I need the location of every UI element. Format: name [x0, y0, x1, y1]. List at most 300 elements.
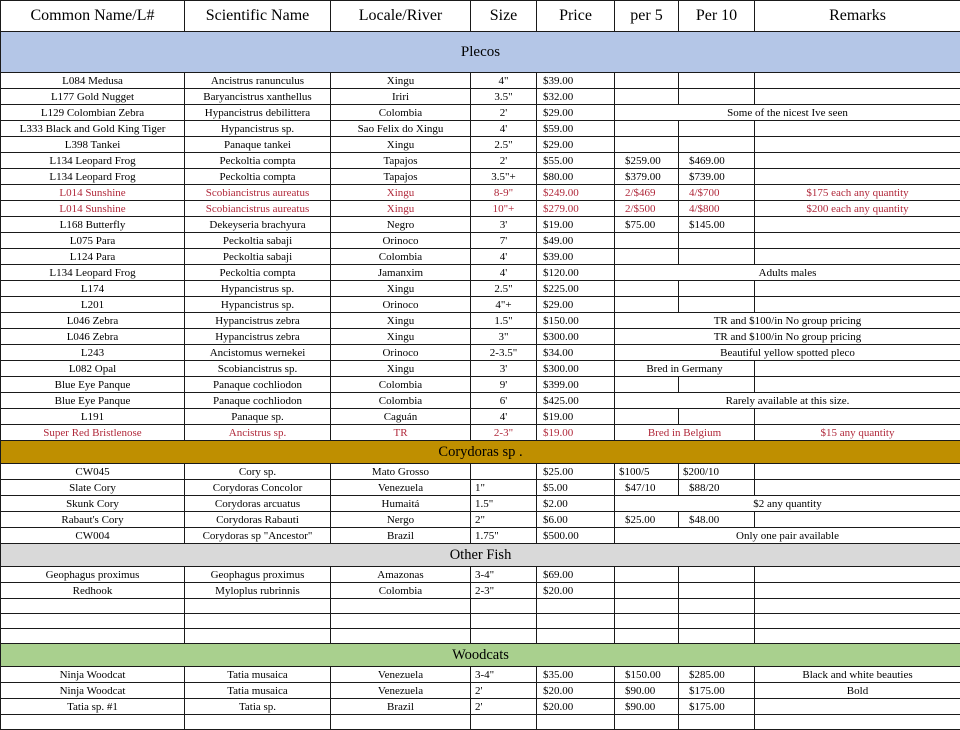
scientific-name-cell: Cory sp.: [185, 464, 331, 480]
table-row: [1, 121, 960, 137]
price-cell: $25.00: [537, 464, 615, 480]
locale-cell: Orinoco: [331, 233, 471, 249]
size-cell: 2': [471, 683, 537, 699]
per5-cell: [615, 281, 679, 297]
scientific-name-cell: Corydoras Concolor: [185, 480, 331, 496]
scientific-name-cell: Ancistrus ranunculus: [185, 73, 331, 89]
remarks-cell: Adults males: [615, 265, 960, 281]
common-name-cell: L177 Gold Nugget: [1, 89, 185, 105]
table-row: [1, 464, 960, 480]
empty-cell: [185, 715, 331, 730]
locale-cell: Caguán: [331, 409, 471, 425]
price-cell: $225.00: [537, 281, 615, 297]
remarks-cell: [755, 153, 960, 169]
common-name-cell: L129 Colombian Zebra: [1, 105, 185, 121]
locale-cell: Amazonas: [331, 567, 471, 583]
common-name-cell: Super Red Bristlenose: [1, 425, 185, 441]
common-name-cell: L174: [1, 281, 185, 297]
scientific-name-cell: Tatia musaica: [185, 667, 331, 683]
remarks-cell: [755, 233, 960, 249]
locale-cell: Humaitá: [331, 496, 471, 512]
per5-cell: [615, 73, 679, 89]
size-cell: 9': [471, 377, 537, 393]
common-name-cell: L082 Opal: [1, 361, 185, 377]
table-row: [1, 169, 960, 185]
size-cell: 2': [471, 105, 537, 121]
common-name-cell: Blue Eye Panque: [1, 393, 185, 409]
size-cell: 3.5"+: [471, 169, 537, 185]
table-row: [1, 425, 960, 441]
empty-cell: [615, 614, 679, 629]
locale-cell: Xingu: [331, 185, 471, 201]
scientific-name-cell: Panaque cochliodon: [185, 377, 331, 393]
remarks-cell: [755, 169, 960, 185]
size-cell: 2.5": [471, 137, 537, 153]
common-name-cell: L398 Tankei: [1, 137, 185, 153]
scientific-name-cell: Panaque cochliodon: [185, 393, 331, 409]
common-name-cell: L014 Sunshine: [1, 201, 185, 217]
table-row: [1, 233, 960, 249]
empty-cell: [537, 599, 615, 614]
size-cell: 2": [471, 512, 537, 528]
header-row: [1, 1, 960, 32]
common-name-cell: L046 Zebra: [1, 329, 185, 345]
section-header-plecos: [1, 32, 960, 73]
size-cell: 6': [471, 393, 537, 409]
per5-cell: $100/5: [615, 464, 679, 480]
header-size: Size: [471, 1, 537, 32]
per5-cell: [615, 567, 679, 583]
common-name-cell: L014 Sunshine: [1, 185, 185, 201]
per5-cell: $259.00: [615, 153, 679, 169]
price-cell: $500.00: [537, 528, 615, 544]
table-row: [1, 105, 960, 121]
header-scientific-name: Scientific Name: [185, 1, 331, 32]
scientific-name-cell: Hypancistrus zebra: [185, 313, 331, 329]
empty-cell: [1, 614, 185, 629]
per10-cell: [679, 233, 755, 249]
price-cell: $2.00: [537, 496, 615, 512]
size-cell: 2': [471, 153, 537, 169]
size-cell: 3": [471, 329, 537, 345]
empty-cell: [755, 614, 960, 629]
empty-cell: [185, 599, 331, 614]
remarks-cell: [755, 121, 960, 137]
common-name-cell: L124 Para: [1, 249, 185, 265]
empty-cell: [679, 599, 755, 614]
locale-cell: Xingu: [331, 329, 471, 345]
size-cell: 4': [471, 409, 537, 425]
per5-cell: [615, 297, 679, 313]
empty-cell: [679, 614, 755, 629]
size-cell: 7': [471, 233, 537, 249]
common-name-cell: L134 Leopard Frog: [1, 153, 185, 169]
table-row: [1, 699, 960, 715]
size-cell: 2.5": [471, 281, 537, 297]
price-cell: $59.00: [537, 121, 615, 137]
empty-cell: [755, 629, 960, 644]
price-cell: $29.00: [537, 105, 615, 121]
table-row: [1, 614, 960, 629]
remarks-cell: [755, 377, 960, 393]
per5-cell: [615, 377, 679, 393]
empty-cell: [615, 599, 679, 614]
locale-cell: Orinoco: [331, 345, 471, 361]
section-title: Woodcats: [1, 644, 960, 667]
section-header-other: [1, 544, 960, 567]
remarks-cell: Beautiful yellow spotted pleco: [615, 345, 960, 361]
price-cell: $300.00: [537, 329, 615, 345]
remarks-cell: Rarely available at this size.: [615, 393, 960, 409]
empty-cell: [331, 599, 471, 614]
scientific-name-cell: Peckoltia sabaji: [185, 249, 331, 265]
scientific-name-cell: Peckoltia compta: [185, 153, 331, 169]
per5-cell: 2/$500: [615, 201, 679, 217]
remarks-cell: Black and white beauties: [755, 667, 960, 683]
size-cell: 4': [471, 121, 537, 137]
locale-cell: Colombia: [331, 105, 471, 121]
common-name-cell: Geophagus proximus: [1, 567, 185, 583]
price-cell: $20.00: [537, 683, 615, 699]
per10-cell: $175.00: [679, 699, 755, 715]
price-cell: $55.00: [537, 153, 615, 169]
common-name-cell: L084 Medusa: [1, 73, 185, 89]
empty-cell: [679, 629, 755, 644]
remarks-cell: TR and $100/in No group pricing: [615, 329, 960, 345]
size-cell: 1.75": [471, 528, 537, 544]
size-cell: 2': [471, 699, 537, 715]
per10-cell: [679, 281, 755, 297]
empty-cell: [1, 599, 185, 614]
scientific-name-cell: Hypancistrus debilittera: [185, 105, 331, 121]
price-cell: $34.00: [537, 345, 615, 361]
table-row: [1, 377, 960, 393]
per10-cell: [679, 409, 755, 425]
empty-cell: [471, 629, 537, 644]
size-cell: [471, 464, 537, 480]
locale-cell: Brazil: [331, 528, 471, 544]
per10-cell: 4/$700: [679, 185, 755, 201]
common-name-cell: Ninja Woodcat: [1, 667, 185, 683]
table-row: [1, 599, 960, 614]
header-price: Price: [537, 1, 615, 32]
locale-cell: Brazil: [331, 699, 471, 715]
per5-cell: $75.00: [615, 217, 679, 233]
empty-cell: [615, 715, 679, 730]
table-row: [1, 567, 960, 583]
locale-cell: Colombia: [331, 377, 471, 393]
common-name-cell: L134 Leopard Frog: [1, 265, 185, 281]
size-cell: 2-3.5": [471, 345, 537, 361]
locale-cell: Venezuela: [331, 480, 471, 496]
scientific-name-cell: Corydoras sp "Ancestor": [185, 528, 331, 544]
table-row: [1, 313, 960, 329]
per10-cell: $145.00: [679, 217, 755, 233]
empty-cell: [537, 715, 615, 730]
size-cell: 3-4": [471, 667, 537, 683]
header-remarks: Remarks: [755, 1, 960, 32]
locale-cell: Tapajos: [331, 169, 471, 185]
scientific-name-cell: Hypancistrus sp.: [185, 297, 331, 313]
locale-cell: Xingu: [331, 201, 471, 217]
table-row: [1, 409, 960, 425]
price-cell: $20.00: [537, 583, 615, 599]
remarks-cell: Only one pair available: [615, 528, 960, 544]
scientific-name-cell: Baryancistrus xanthellus: [185, 89, 331, 105]
per5-cell: Bred in Belgium: [615, 425, 755, 441]
table-body: [1, 32, 960, 730]
table-row: [1, 583, 960, 599]
size-cell: 1.5": [471, 313, 537, 329]
header-per5: per 5: [615, 1, 679, 32]
remarks-cell: [755, 297, 960, 313]
locale-cell: Venezuela: [331, 667, 471, 683]
scientific-name-cell: Myloplus rubrinnis: [185, 583, 331, 599]
size-cell: 1": [471, 480, 537, 496]
common-name-cell: Tatia sp. #1: [1, 699, 185, 715]
price-cell: $6.00: [537, 512, 615, 528]
per5-cell: $90.00: [615, 699, 679, 715]
per5-cell: [615, 137, 679, 153]
per5-cell: $90.00: [615, 683, 679, 699]
price-cell: $425.00: [537, 393, 615, 409]
scientific-name-cell: Tatia musaica: [185, 683, 331, 699]
per10-cell: $739.00: [679, 169, 755, 185]
locale-cell: Colombia: [331, 583, 471, 599]
price-cell: $249.00: [537, 185, 615, 201]
common-name-cell: L046 Zebra: [1, 313, 185, 329]
per10-cell: [679, 73, 755, 89]
scientific-name-cell: Scobiancistrus aureatus: [185, 201, 331, 217]
empty-cell: [679, 715, 755, 730]
common-name-cell: L075 Para: [1, 233, 185, 249]
table-row: [1, 281, 960, 297]
table-row: [1, 217, 960, 233]
per5-cell: $25.00: [615, 512, 679, 528]
size-cell: 1.5": [471, 496, 537, 512]
locale-cell: Xingu: [331, 73, 471, 89]
table-row: [1, 201, 960, 217]
scientific-name-cell: Ancistomus wernekei: [185, 345, 331, 361]
remarks-cell: Bold: [755, 683, 960, 699]
empty-cell: [471, 614, 537, 629]
remarks-cell: $15 any quantity: [755, 425, 960, 441]
empty-cell: [185, 614, 331, 629]
remarks-cell: [755, 73, 960, 89]
size-cell: 3-4": [471, 567, 537, 583]
scientific-name-cell: Scobiancistrus sp.: [185, 361, 331, 377]
scientific-name-cell: Hypancistrus zebra: [185, 329, 331, 345]
scientific-name-cell: Peckoltia sabaji: [185, 233, 331, 249]
scientific-name-cell: Panaque tankei: [185, 137, 331, 153]
per10-cell: $285.00: [679, 667, 755, 683]
locale-cell: Orinoco: [331, 297, 471, 313]
locale-cell: Sao Felix do Xingu: [331, 121, 471, 137]
table-row: [1, 393, 960, 409]
size-cell: 2-3": [471, 425, 537, 441]
common-name-cell: Rabaut's Cory: [1, 512, 185, 528]
table-row: [1, 345, 960, 361]
common-name-cell: L333 Black and Gold King Tiger: [1, 121, 185, 137]
scientific-name-cell: Tatia sp.: [185, 699, 331, 715]
price-cell: $39.00: [537, 73, 615, 89]
table-row: [1, 629, 960, 644]
common-name-cell: L201: [1, 297, 185, 313]
header-locale: Locale/River: [331, 1, 471, 32]
scientific-name-cell: Panaque sp.: [185, 409, 331, 425]
empty-cell: [537, 629, 615, 644]
common-name-cell: Slate Cory: [1, 480, 185, 496]
size-cell: 2-3": [471, 583, 537, 599]
section-title: Corydoras sp .: [1, 441, 960, 464]
empty-cell: [331, 614, 471, 629]
scientific-name-cell: Corydoras Rabauti: [185, 512, 331, 528]
scientific-name-cell: Geophagus proximus: [185, 567, 331, 583]
common-name-cell: L243: [1, 345, 185, 361]
table-row: [1, 137, 960, 153]
price-cell: $29.00: [537, 137, 615, 153]
remarks-cell: [755, 361, 960, 377]
table-row: [1, 185, 960, 201]
per10-cell: [679, 249, 755, 265]
empty-cell: [755, 599, 960, 614]
common-name-cell: Redhook: [1, 583, 185, 599]
remarks-cell: $175 each any quantity: [755, 185, 960, 201]
section-title: Plecos: [1, 32, 960, 73]
remarks-cell: [755, 567, 960, 583]
size-cell: 4': [471, 265, 537, 281]
remarks-cell: [755, 480, 960, 496]
locale-cell: Negro: [331, 217, 471, 233]
per10-cell: [679, 583, 755, 599]
locale-cell: Venezuela: [331, 683, 471, 699]
table-row: [1, 153, 960, 169]
remarks-cell: $200 each any quantity: [755, 201, 960, 217]
table-row: [1, 89, 960, 105]
locale-cell: Xingu: [331, 361, 471, 377]
locale-cell: TR: [331, 425, 471, 441]
locale-cell: Jamanxim: [331, 265, 471, 281]
size-cell: 3': [471, 361, 537, 377]
size-cell: 3.5": [471, 89, 537, 105]
empty-cell: [1, 715, 185, 730]
locale-cell: Tapajos: [331, 153, 471, 169]
table-row: [1, 329, 960, 345]
common-name-cell: Skunk Cory: [1, 496, 185, 512]
table-row: [1, 715, 960, 730]
header-common-name: Common Name/L#: [1, 1, 185, 32]
per10-cell: [679, 567, 755, 583]
table-row: [1, 249, 960, 265]
price-cell: $19.00: [537, 425, 615, 441]
common-name-cell: L191: [1, 409, 185, 425]
table-row: [1, 528, 960, 544]
common-name-cell: CW004: [1, 528, 185, 544]
remarks-cell: Some of the nicest Ive seen: [615, 105, 960, 121]
common-name-cell: Blue Eye Panque: [1, 377, 185, 393]
locale-cell: Colombia: [331, 393, 471, 409]
per5-cell: $47/10: [615, 480, 679, 496]
scientific-name-cell: Peckoltia compta: [185, 169, 331, 185]
table-row: [1, 683, 960, 699]
locale-cell: Xingu: [331, 137, 471, 153]
per10-cell: $175.00: [679, 683, 755, 699]
empty-cell: [471, 599, 537, 614]
per5-cell: [615, 409, 679, 425]
price-cell: $49.00: [537, 233, 615, 249]
per5-cell: [615, 249, 679, 265]
per10-cell: [679, 377, 755, 393]
empty-cell: [1, 629, 185, 644]
locale-cell: Colombia: [331, 249, 471, 265]
scientific-name-cell: Ancistrus sp.: [185, 425, 331, 441]
per5-cell: [615, 233, 679, 249]
price-cell: $20.00: [537, 699, 615, 715]
remarks-cell: [755, 699, 960, 715]
per10-cell: $88/20: [679, 480, 755, 496]
size-cell: 4': [471, 249, 537, 265]
price-cell: $39.00: [537, 249, 615, 265]
per10-cell: [679, 137, 755, 153]
remarks-cell: TR and $100/in No group pricing: [615, 313, 960, 329]
per5-cell: [615, 89, 679, 105]
price-cell: $279.00: [537, 201, 615, 217]
price-cell: $19.00: [537, 409, 615, 425]
per10-cell: [679, 89, 755, 105]
empty-cell: [615, 629, 679, 644]
table-row: [1, 265, 960, 281]
price-cell: $29.00: [537, 297, 615, 313]
empty-cell: [331, 715, 471, 730]
locale-cell: Xingu: [331, 281, 471, 297]
size-cell: 4": [471, 73, 537, 89]
price-cell: $19.00: [537, 217, 615, 233]
empty-cell: [755, 715, 960, 730]
per5-cell: Bred in Germany: [615, 361, 755, 377]
empty-cell: [331, 629, 471, 644]
size-cell: 4"+: [471, 297, 537, 313]
common-name-cell: Ninja Woodcat: [1, 683, 185, 699]
scientific-name-cell: Peckoltia compta: [185, 265, 331, 281]
remarks-cell: [755, 281, 960, 297]
section-header-corydoras: [1, 441, 960, 464]
remarks-cell: [755, 512, 960, 528]
size-cell: 8-9": [471, 185, 537, 201]
price-cell: $80.00: [537, 169, 615, 185]
price-cell: $5.00: [537, 480, 615, 496]
remarks-cell: [755, 89, 960, 105]
price-cell: $69.00: [537, 567, 615, 583]
per5-cell: 2/$469: [615, 185, 679, 201]
locale-cell: Mato Grosso: [331, 464, 471, 480]
price-cell: $32.00: [537, 89, 615, 105]
price-cell: $300.00: [537, 361, 615, 377]
remarks-cell: [755, 217, 960, 233]
empty-cell: [537, 614, 615, 629]
scientific-name-cell: Corydoras arcuatus: [185, 496, 331, 512]
common-name-cell: CW045: [1, 464, 185, 480]
per10-cell: 4/$800: [679, 201, 755, 217]
table-row: [1, 297, 960, 313]
per5-cell: $150.00: [615, 667, 679, 683]
remarks-cell: [755, 409, 960, 425]
price-cell: $150.00: [537, 313, 615, 329]
price-cell: $399.00: [537, 377, 615, 393]
scientific-name-cell: Hypancistrus sp.: [185, 121, 331, 137]
locale-cell: Xingu: [331, 313, 471, 329]
common-name-cell: L168 Butterfly: [1, 217, 185, 233]
table-row: [1, 512, 960, 528]
